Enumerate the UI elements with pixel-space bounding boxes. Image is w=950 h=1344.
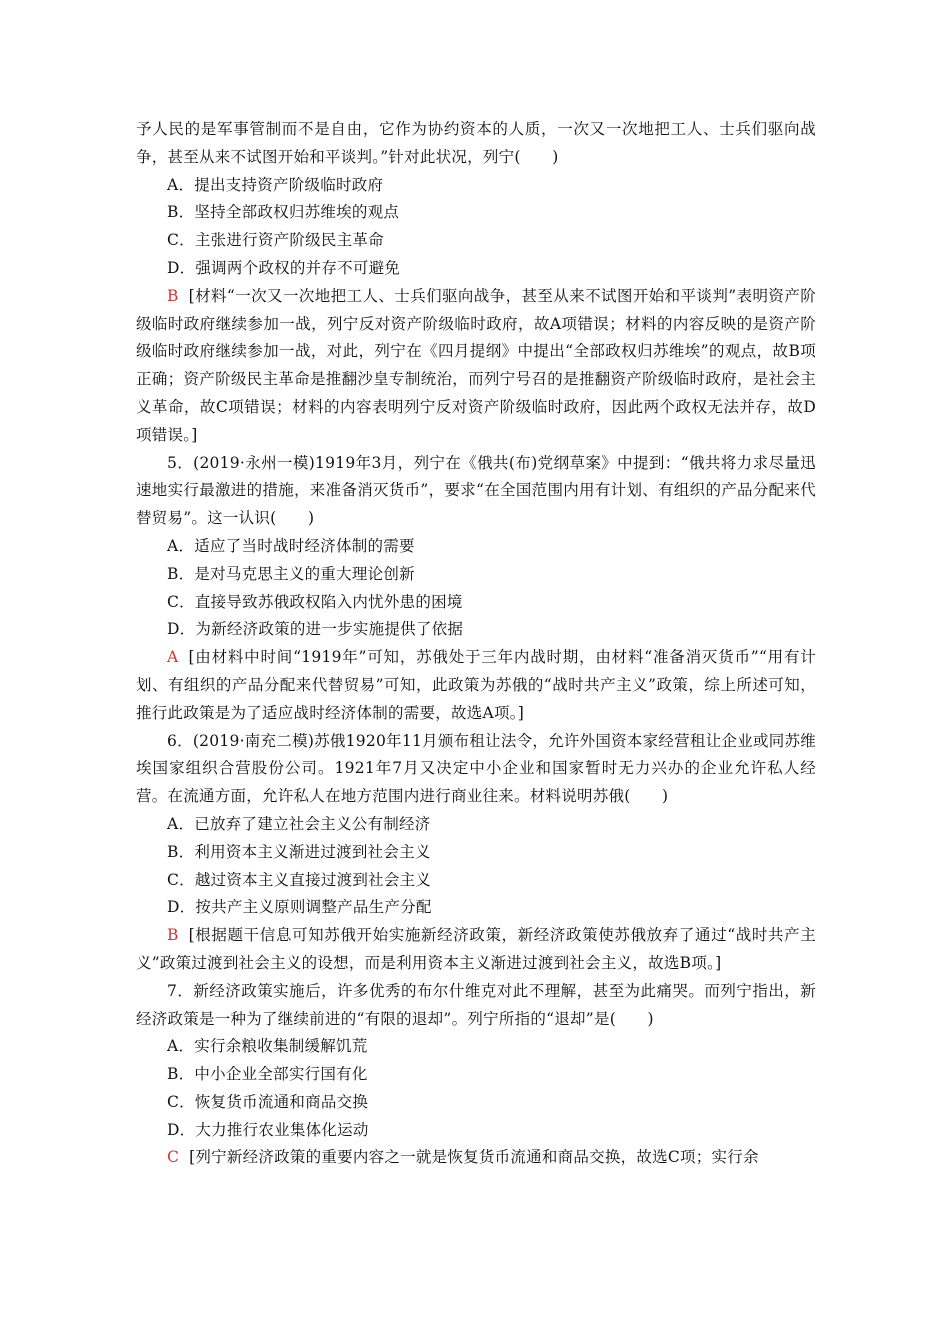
question-4-option-a: A．提出支持资产阶级临时政府	[167, 175, 384, 194]
question-7-option-b: B．中小企业全部实行国有化	[167, 1065, 368, 1084]
question-6-answer	[136, 922, 816, 978]
question-6-option-d: D．按共产主义原则调整产品生产分配	[167, 898, 432, 917]
question-7-stem: 7．新经济政策实施后，许多优秀的布尔什维克对此不理解，甚至为此痛哭。而列宁指出，新经济政策是一种为了继续前进的“有限的退却”。列宁所指的“退却”是( )	[136, 981, 816, 1028]
question-5-option-c: C．直接导致苏俄政权陷入内忧外患的困境	[167, 592, 463, 611]
question-4-option-c: C．主张进行资产阶级民主革命	[167, 231, 384, 250]
question-5-option-b: B．是对马克思主义的重大理论创新	[167, 564, 415, 583]
answer-letter: B	[167, 286, 179, 305]
question-5-option-d: D．为新经济政策的进一步实施提供了依据	[167, 620, 464, 639]
question-5-option-a: A．适应了当时战时经济体制的需要	[167, 536, 415, 555]
answer-letter: B	[167, 926, 179, 945]
question-7-answer	[136, 1144, 816, 1172]
answer-letter: A	[167, 648, 179, 667]
question-6-option-c: C．越过资本主义直接过渡到社会主义	[167, 870, 432, 889]
answer-letter: C	[167, 1148, 180, 1167]
question-4-answer	[136, 283, 816, 450]
page-content	[136, 116, 816, 1172]
question-6-option-a: A．已放弃了建立社会主义公有制经济	[167, 814, 431, 833]
question-6-option-b: B．利用资本主义渐进过渡到社会主义	[167, 842, 431, 861]
question-4-option-d: D．强调两个政权的并存不可避免	[167, 258, 401, 277]
answer-explanation: [由材料中时间“1919年”可知，苏俄处于三年内战时期，由材料“准备消灭货币”“用有计划、有组织的产品分配来代替贸易”可知，此政策为苏俄的“战时共产主义”政策，综上所述可知，推行此政策是为了适应战时经济体制的需要，故选A项。]	[136, 648, 816, 722]
answer-explanation: [列宁新经济政策的重要内容之一就是恢复货币流通和商品交换，故选C项；实行余	[189, 1148, 759, 1167]
question-7-option-c: C．恢复货币流通和商品交换	[167, 1092, 369, 1111]
question-4-option-b: B．坚持全部政权归苏维埃的观点	[167, 203, 400, 222]
question-7-option-d: D．大力推行农业集体化运动	[167, 1120, 369, 1139]
answer-explanation: [材料“一次又一次地把工人、士兵们驱向战争，甚至从来不试图开始和平谈判”表明资产阶级临时政府继续参加一战，列宁反对资产阶级临时政府，故A项错误；材料的内容反映的是资产阶级临时政府继续参加一战，对此，列宁在《四月提纲》中提出“全部政权归苏维埃”的观点，故B项正确；资产阶级民主革命是推翻沙皇专制统治，而列宁号召的是推翻资产阶级临时政府，是社会主义革命，故C项错误；材料的内容表明列宁反对资产阶级临时政府，因此两个政权无法并存，故D项错误。]	[136, 286, 816, 444]
question-5-answer	[136, 644, 816, 727]
question-7-option-a: A．实行余粮收集制缓解饥荒	[167, 1037, 368, 1056]
answer-explanation: [根据题干信息可知苏俄开始实施新经济政策，新经济政策使苏俄放弃了通过“战时共产主义”政策过渡到社会主义的设想，而是利用资本主义渐进过渡到社会主义，故选B项。]	[136, 926, 816, 972]
question-5-stem: 5．(2019·永州一模)1919年3月，列宁在《俄共(布)党纲草案》中提到：“俄共将力求尽量迅速地实行最激进的措施，来准备消灭货币”，要求“在全国范围内用有计划、有组织的产品分配来代替贸易”。这一认识( )	[136, 453, 816, 528]
question-4-stem-continued: 予人民的是军事管制而不是自由，它作为协约资本的人质，一次又一次地把工人、士兵们驱向战争，甚至从来不试图开始和平谈判。”针对此状况，列宁( )	[136, 120, 816, 166]
question-6-stem: 6．(2019·南充二模)苏俄1920年11月颁布租让法令，允许外国资本家经营租让企业或同苏维埃国家组织合营股份公司。1921年7月又决定中小企业和国家暂时无力兴办的企业允许私人经营。在流通方面，允许私人在地方范围内进行商业往来。材料说明苏俄( )	[136, 731, 816, 806]
